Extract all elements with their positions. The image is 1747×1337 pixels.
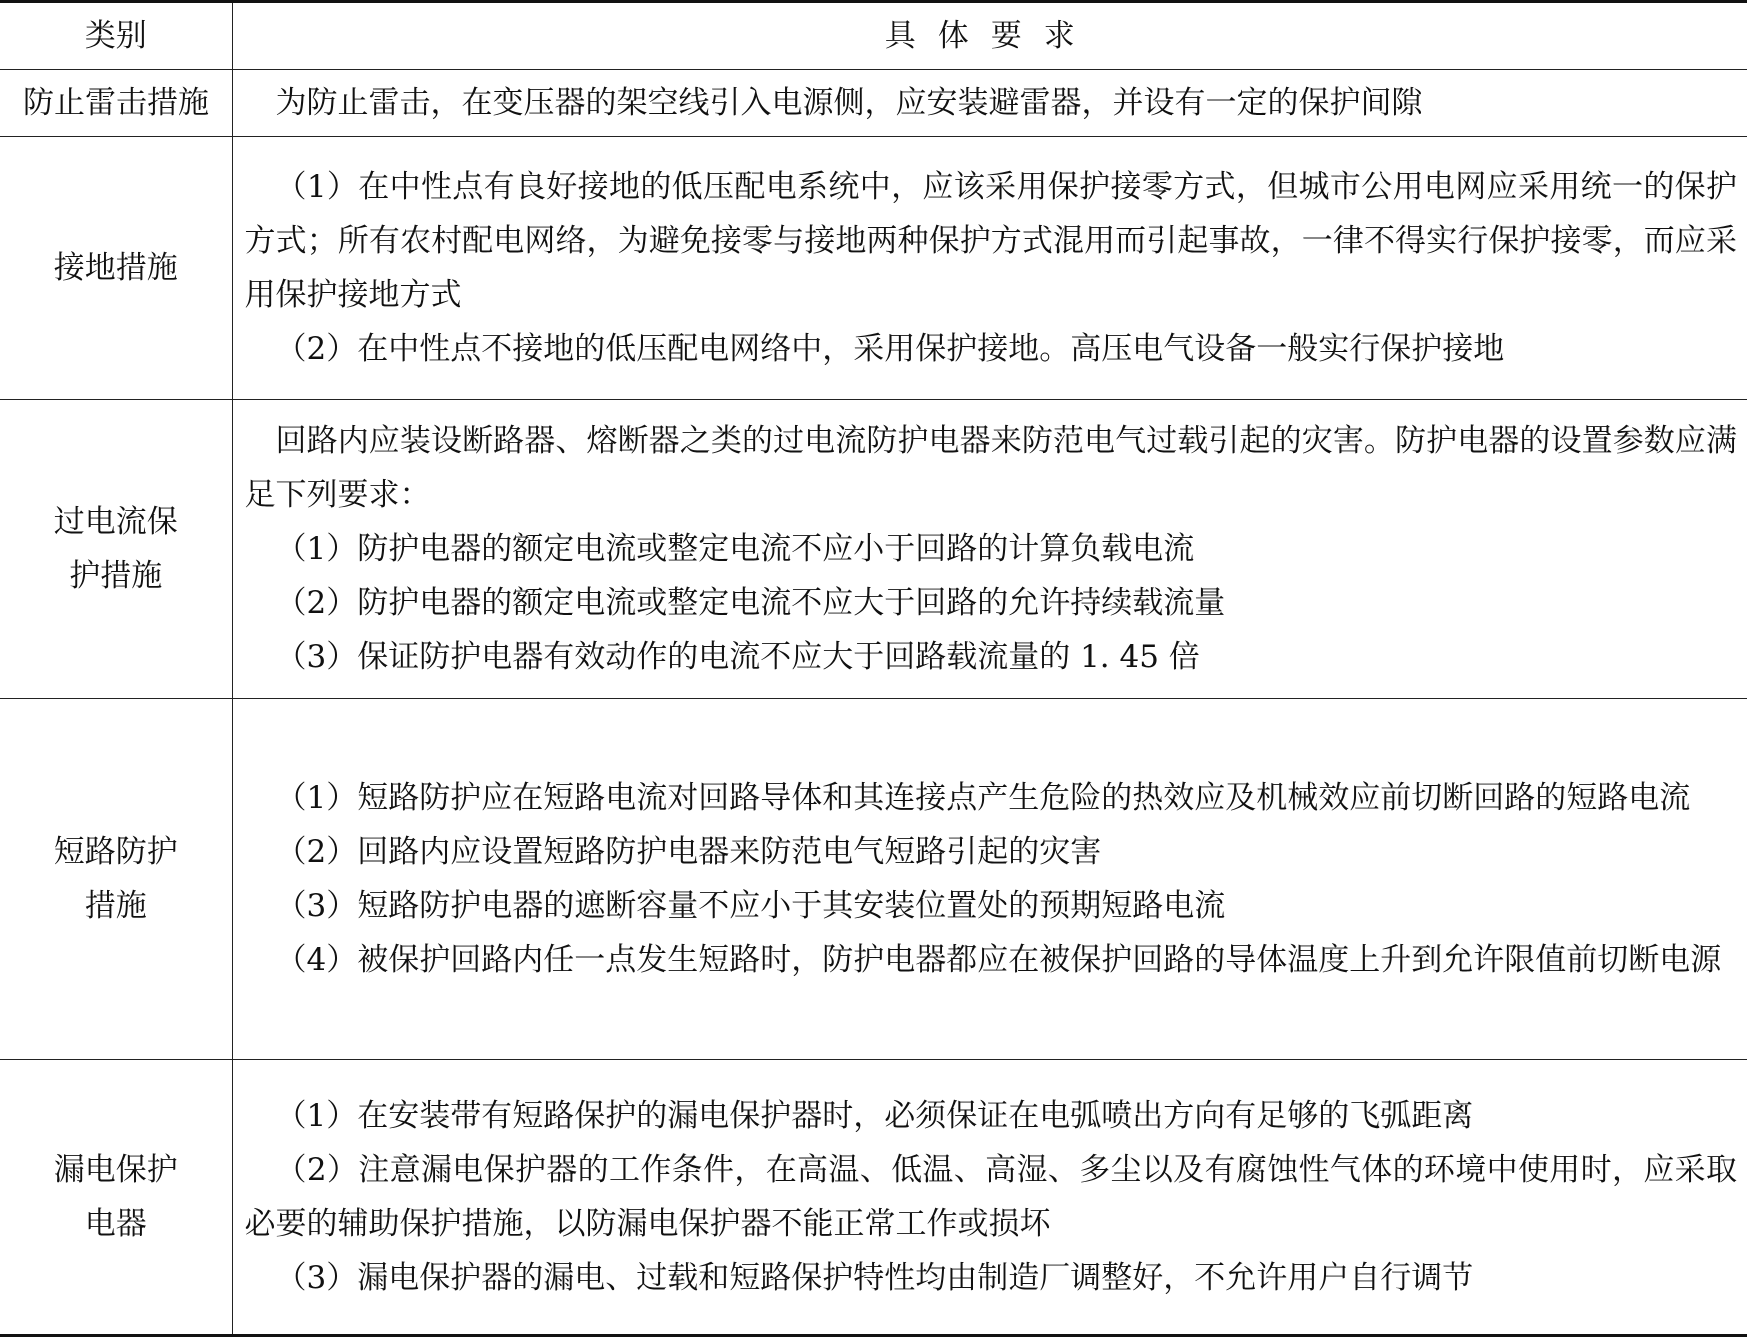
requirement-paragraph: （1）防护电器的额定电流或整定电流不应小于回路的计算负载电流 bbox=[275, 531, 1195, 567]
requirement-paragraph: （2）回路内应设置短路防护电器来防范电气短路引起的灾害 bbox=[275, 834, 1102, 870]
requirements-cell bbox=[232, 400, 1747, 699]
requirements-cell bbox=[232, 137, 1747, 400]
category-cell bbox=[0, 1060, 232, 1336]
requirement-paragraph: （2）注意漏电保护器的工作条件，在高温、低温、高湿、多尘以及有腐蚀性气体的环境中使用时，应采取必要的辅助保护措施，以防漏电保护器不能正常工作或损坏 bbox=[244, 1152, 1737, 1242]
category-label: 防止雷击措施 bbox=[23, 85, 209, 121]
requirement-paragraph: （1）在中性点有良好接地的低压配电系统中，应该采用保护接零方式，但城市公用电网应采用统一的保护方式；所有农村配电网络，为避免接零与接地两种保护方式混用而引起事故，一律不得实行保护接零，而应采用保护接地方式 bbox=[244, 169, 1737, 313]
table-row bbox=[0, 1060, 1747, 1336]
requirement-paragraph: 为防止雷击，在变压器的架空线引入电源侧，应安装避雷器，并设有一定的保护间隙 bbox=[275, 85, 1423, 121]
category-cell bbox=[0, 699, 232, 1060]
table-row bbox=[0, 699, 1747, 1060]
category-label: 短路防护措施 bbox=[53, 834, 178, 924]
category-cell bbox=[0, 137, 232, 400]
category-label: 漏电保护电器 bbox=[53, 1152, 178, 1242]
requirements-cell bbox=[232, 699, 1747, 1060]
category-cell bbox=[0, 400, 232, 699]
requirement-paragraph: （1）在安装带有短路保护的漏电保护器时，必须保证在电弧喷出方向有足够的飞弧距离 bbox=[275, 1098, 1474, 1134]
table-header-row bbox=[0, 2, 1747, 70]
requirement-paragraph: （3）漏电保护器的漏电、过载和短路保护特性均由制造厂调整好，不允许用户自行调节 bbox=[275, 1260, 1474, 1296]
requirement-paragraph: （3）保证防护电器有效动作的电流不应大于回路载流量的 1. 45 倍 bbox=[275, 639, 1200, 675]
requirement-paragraph: 回路内应装设断路器、熔断器之类的过电流防护电器来防范电气过载引起的灾害。防护电器的设置参数应满足下列要求： bbox=[244, 423, 1737, 513]
requirement-paragraph: （3）短路防护电器的遮断容量不应小于其安装位置处的预期短路电流 bbox=[275, 888, 1226, 924]
requirements-cell bbox=[232, 1060, 1747, 1336]
requirement-paragraph: （2）防护电器的额定电流或整定电流不应大于回路的允许持续载流量 bbox=[275, 585, 1226, 621]
requirement-paragraph: （1）短路防护应在短路电流对回路导体和其连接点产生危险的热效应及机械效应前切断回路的短路电流 bbox=[275, 780, 1691, 816]
header-requirements: 具体要求 bbox=[232, 2, 1747, 70]
requirement-paragraph: （2）在中性点不接地的低压配电网络中，采用保护接地。高压电气设备一般实行保护接地 bbox=[275, 331, 1505, 367]
requirement-paragraph: （4）被保护回路内任一点发生短路时，防护电器都应在被保护回路的导体温度上升到允许限值前切断电源 bbox=[275, 942, 1722, 978]
header-category: 类别 bbox=[0, 2, 232, 70]
table-row bbox=[0, 137, 1747, 400]
category-cell bbox=[0, 70, 232, 137]
requirements-cell bbox=[232, 70, 1747, 137]
table-row bbox=[0, 70, 1747, 137]
category-label: 接地措施 bbox=[53, 250, 178, 286]
table-row bbox=[0, 400, 1747, 699]
category-label: 过电流保护措施 bbox=[53, 504, 178, 594]
